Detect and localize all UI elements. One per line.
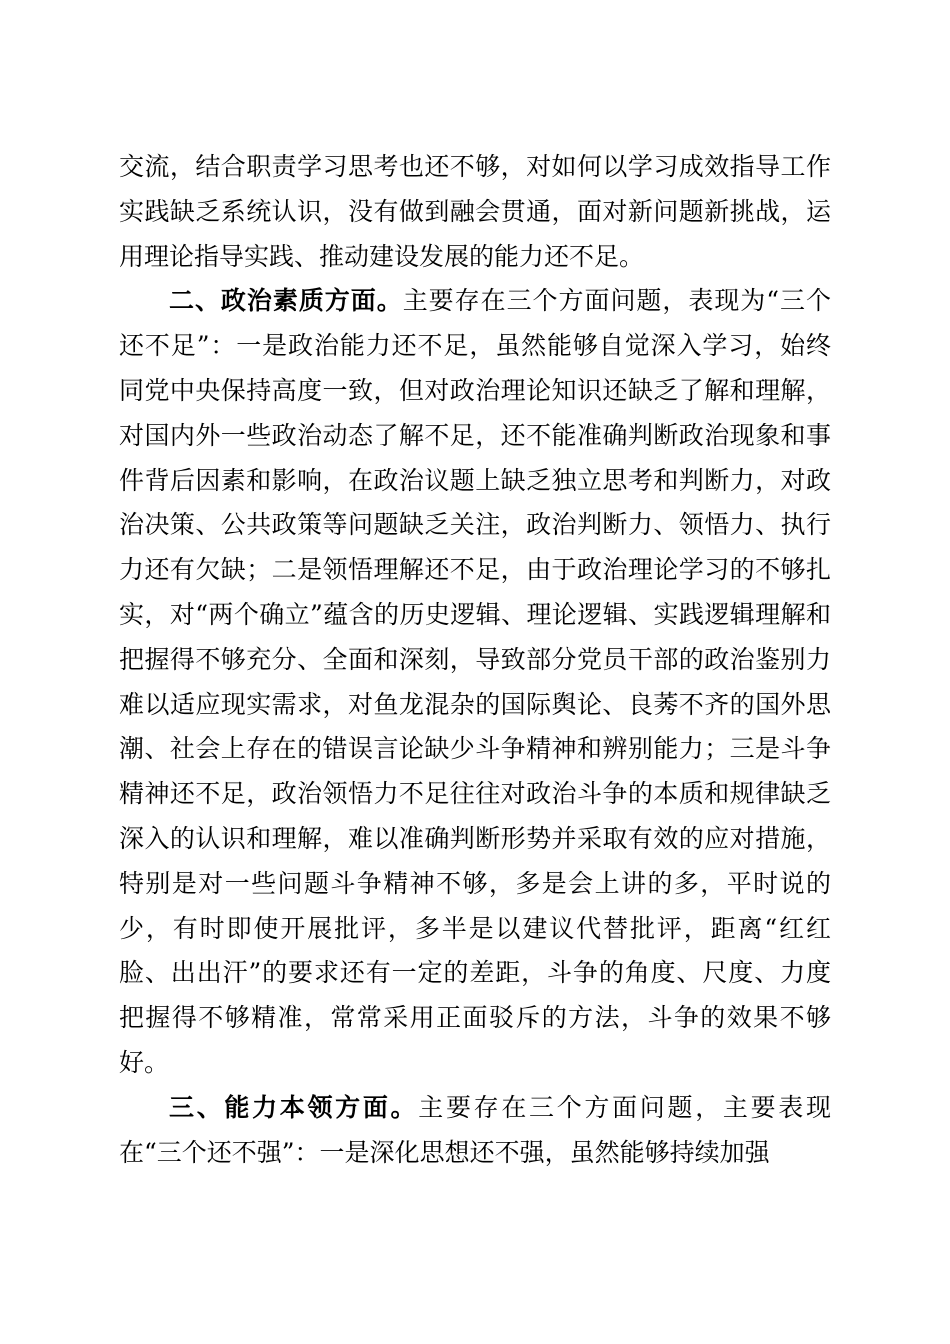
section-heading-ability: 三、能力本领方面。 [169, 1092, 419, 1122]
paragraph-political-quality [119, 279, 831, 1085]
paragraph-ability [119, 1086, 831, 1176]
paragraph-body: 主要存在三个方面问题，表现为“三个还不足”：一是政治能力还不足，虽然能够自觉深入学习，始终同党中央保持高度一致，但对政治理论知识还缺乏了解和理解，对国内外一些政治动态了解不足，还不能准确判断政治现象和事件背后因素和影响，在政治议题上缺乏独立思考和判断力，对政治决策、公共政策等问题缺乏关注，政治判断力、领悟力、执行力还有欠缺；二是领悟理解还不足，由于政治理论学习的不够扎实，对“两个确立”蕴含的历史逻辑、理论逻辑、实践逻辑理解和把握得不够充分、全面和深刻，导致部分党员干部的政治鉴别力难以适应现实需求，对鱼龙混杂的国际舆论、良莠不齐的国外思潮、社会上存在的错误言论缺少斗争精神和辨别能力；三是斗争精神还不足，政治领悟力不足往往对政治斗争的本质和规律缺乏深入的认识和理解，难以准确判断形势并采取有效的应对措施，特别是对一些问题斗争精神不够，多是会上讲的多，平时说的少，有时即使开展批评，多半是以建议代替批评，距离“红红脸、出出汗”的要求还有一定的差距，斗争的角度、尺度、力度把握得不够精准，常常采用正面驳斥的方法，斗争的效果不够好。 [119, 286, 831, 1077]
paragraph-continuation [119, 145, 831, 279]
paragraph-body: 主要存在三个方面问题，主要表现在“三个还不强”：一是深化思想还不强，虽然能够持续加强 [119, 1092, 831, 1167]
paragraph-body: 交流，结合职责学习思考也还不够，对如何以学习成效指导工作实践缺乏系统认识，没有做到融会贯通，面对新问题新挑战，运用理论指导实践、推动建设发展的能力还不足。 [119, 152, 831, 271]
section-heading-political-quality: 二、政治素质方面。 [169, 286, 403, 316]
document-body [119, 145, 831, 1175]
